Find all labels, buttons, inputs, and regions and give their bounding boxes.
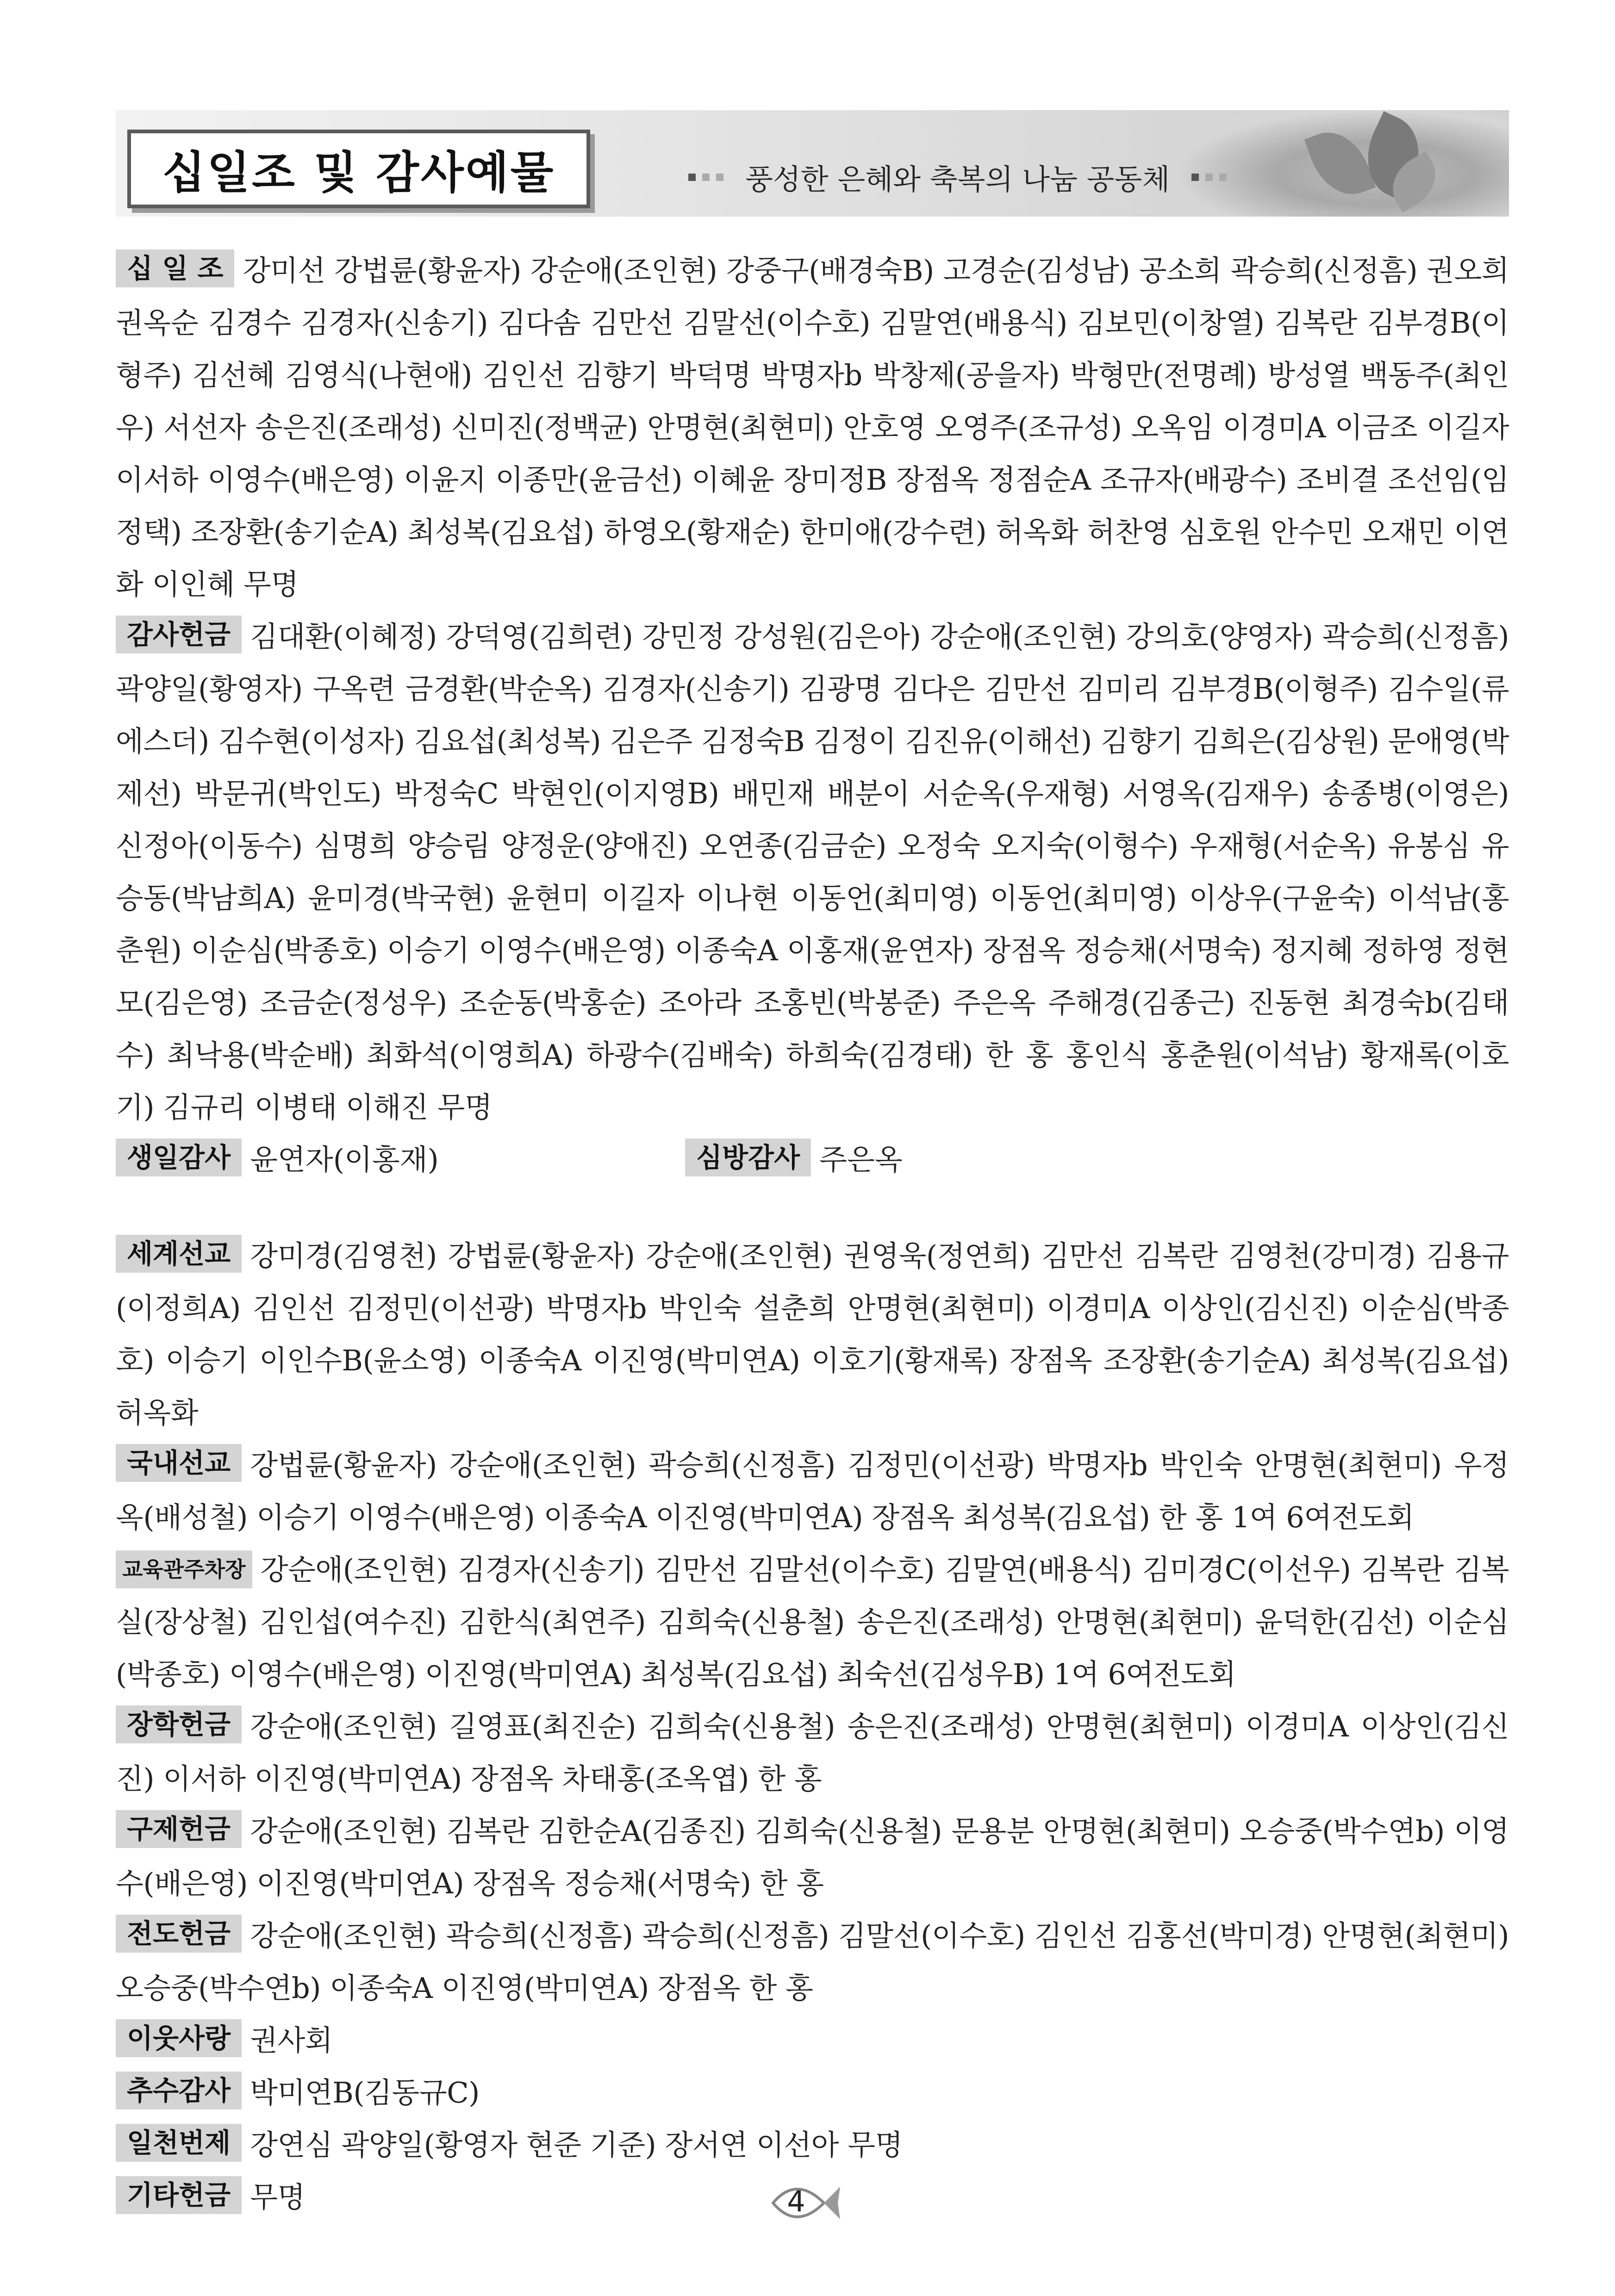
entry-label: 세계선교 (116, 1235, 242, 1273)
entry-scholarship (116, 1700, 1509, 1805)
entry-names: 강미경(김영천) 강법륜(황윤자) 강순애(조인현) 권영욱(정연희) 김만선 김복란 김영천(강미경) 김용규(이정희A) 김인선 김정민(이선광) 박명자b 박인숙 설춘희 안명현(최현미) 이경미A 이상인(김신진) 이순심(박종호) 이승기 이인수B(윤소영) 이종숙A 이진영(박미연A) 이호기(황재록) 장점옥 조장환(송기순A) 최성복(김요섭) 허옥화 (116, 1239, 1509, 1430)
square-bullet-icon (1191, 174, 1199, 181)
square-bullet-icon (1205, 174, 1213, 181)
entry-domestic-mission (116, 1439, 1509, 1543)
entry-neighbor-love (116, 2014, 1509, 2066)
page-title: 십일조 및 감사예물 (162, 146, 555, 199)
page-number-badge (768, 2175, 842, 2231)
entry-education-parking (116, 1543, 1509, 1700)
entry-relief (116, 1805, 1509, 1910)
title-box (127, 130, 590, 208)
entry-names: 강연심 곽양일(황영자 현준 기준) 장서연 이선아 무명 (250, 2128, 903, 2162)
entry-evangelism (116, 1910, 1509, 2014)
entry-label: 국내선교 (116, 1444, 242, 1482)
subtitle-text: 풍성한 은혜와 축복의 나눔 공동체 (745, 162, 1170, 196)
entry-names: 김대환(이혜정) 강덕영(김희련) 강민정 강성원(김은아) 강순애(조인현) 강의호(양영자) 곽승희(신정흠) 곽양일(황영자) 구옥련 금경환(박순옥) 김경자(신송기) 김광명 김다은 김만선 김미리 김부경B(이형주) 김수일(류에스더) 김수현(이성자) 김요섭(최성복) 김은주 김정숙B 김정이 김진유(이해선) 김향기 김희은(김상원) 문애영(박제선) 박문귀(박인도) 박정숙C 박현인(이지영B) 배민재 배분이 서순옥(우재형) 서영옥(김재우) 송종병(이영은) 신정아(이동수) 심명희 양승림 양정운(양애진) 오연종(김금순) 오정숙 오지숙(이형수) 우재형(서순옥) 유봉심 유승동(박남희A) 윤미경(박국현) 윤현미 이길자 이나현 이동언(최미영) 이동언(최미영) 이상우(구윤숙) 이석남(홍춘원) 이순심(박종호) 이승기 이영수(배은영) 이종숙A 이홍재(윤연자) 장점옥 정승채(서명숙) 정지혜 정하영 정현모(김은영) 조금순(정성우) 조순동(박홍순) 조아라 조홍빈(박봉준) 주은옥 주해경(김종근) 진동현 최경숙b(김태수) 최낙용(박순배) 최화석(이영희A) 하광수(김배숙) 하희숙(김경태) 한 홍 홍인식 홍춘원(이석남) 황재록(이호기) 김규리 이병태 이해진 무명 (116, 620, 1509, 1124)
entry-birthday-thanks (116, 1133, 685, 1186)
entry-thousand-offerings (116, 2119, 1509, 2171)
entry-names: 무명 (250, 2180, 305, 2214)
entry-world-mission (116, 1230, 1509, 1439)
entry-label: 이웃사랑 (116, 2019, 242, 2057)
page-number: 4 (787, 2184, 805, 2218)
entry-names: 주은옥 (819, 1143, 903, 1176)
entry-label: 구제헌금 (116, 1810, 242, 1848)
entry-harvest-thanks (116, 2066, 1509, 2119)
entry-label: 감사헌금 (116, 616, 242, 653)
entry-names: 강미선 강법륜(황윤자) 강순애(조인현) 강중구(배경숙B) 고경순(김성남) 공소희 곽승희(신정흠) 권오희 권옥순 김경수 김경자(신송기) 김다솜 김만선 김말선(이수호) 김말연(배용식) 김보민(이창열) 김복란 김부경B(이형주) 김선혜 김영식(나현애) 김인선 김향기 박덕명 박명자b 박창제(공을자) 박형만(전명례) 방성열 백동주(최인우) 서선자 송은진(조래성) 신미진(정백균) 안명현(최현미) 안호영 오영주(조규성) 오옥임 이경미A 이금조 이길자 이서하 이영수(배은영) 이윤지 이종만(윤금선) 이혜윤 장미정B 장점옥 정점순A 조규자(배광수) 조비결 조선임(임정택) 조장환(송기순A) 최성복(김요섭) 하영오(황재순) 한미애(강수련) 허옥화 허찬영 심호원 안수민 오재민 이연화 이인혜 무명 (116, 254, 1509, 601)
entry-thanksgiving (116, 610, 1509, 1133)
entry-label: 장학헌금 (116, 1705, 242, 1743)
entry-tithe (116, 244, 1509, 610)
entry-label: 전도헌금 (116, 1915, 242, 1953)
square-bullet-icon (716, 174, 723, 181)
offering-list (116, 244, 1509, 2223)
page-header (116, 110, 1509, 217)
entry-label: 심방감사 (685, 1139, 811, 1176)
entry-names: 강순애(조인현) 길영표(최진순) 김희숙(신용철) 송은진(조래성) 안명현(최현미) 이경미A 이상인(김신진) 이서하 이진영(박미연A) 장점옥 차태홍(조옥엽) 한 홍 (116, 1710, 1509, 1796)
entry-names: 권사회 (250, 2023, 333, 2057)
entry-names: 강순애(조인현) 김경자(신송기) 김만선 김말선(이수호) 김말연(배용식) 김미경C(이선우) 김복란 김복실(장상철) 김인섭(여수진) 김한식(최연주) 김희숙(신용철) 송은진(조래성) 안명현(최현미) 윤덕한(김선) 이순심(박종호) 이영수(배은영) 이진영(박미연A) 최성복(김요섭) 최숙선(김성우B) 1여 6여전도회 (116, 1553, 1509, 1691)
square-bullet-icon (1219, 174, 1227, 181)
entry-label: 추수감사 (116, 2072, 242, 2109)
entry-label: 교육관주차장 (116, 1550, 252, 1588)
entry-names: 박미연B(김동규C) (250, 2076, 480, 2109)
entry-names: 강순애(조인현) 곽승희(신정흠) 곽승희(신정흠) 김말선(이수호) 김인선 김홍선(박미경) 안명현(최현미) 오승중(박수연b) 이종숙A 이진영(박미연A) 장점옥 한 홍 (116, 1919, 1509, 2005)
entry-label: 십 일 조 (116, 249, 234, 287)
square-bullet-icon (702, 174, 710, 181)
entry-label: 생일감사 (116, 1139, 242, 1176)
subtitle (685, 156, 1230, 198)
entry-names: 강법륜(황윤자) 강순애(조인현) 곽승희(신정흠) 김정민(이선광) 박명자b 박인숙 안명현(최현미) 우정옥(배성철) 이승기 이영수(배은영) 이종숙A 이진영(박미연A) 장점옥 최성복(김요섭) 한 홍 1여 6여전도회 (116, 1448, 1509, 1534)
pair-row (116, 1133, 1509, 1186)
entry-label: 기타헌금 (116, 2176, 242, 2214)
entry-label: 일천번제 (116, 2124, 242, 2162)
square-bullet-icon (688, 174, 696, 181)
entry-names: 강순애(조인현) 김복란 김한순A(김종진) 김희숙(신용철) 문용분 안명현(최현미) 오승중(박수연b) 이영수(배은영) 이진영(박미연A) 장점옥 정승채(서명숙) 한 홍 (116, 1814, 1509, 1900)
entry-visit-thanks (685, 1133, 1254, 1186)
entry-names: 윤연자(이홍재) (250, 1143, 439, 1176)
